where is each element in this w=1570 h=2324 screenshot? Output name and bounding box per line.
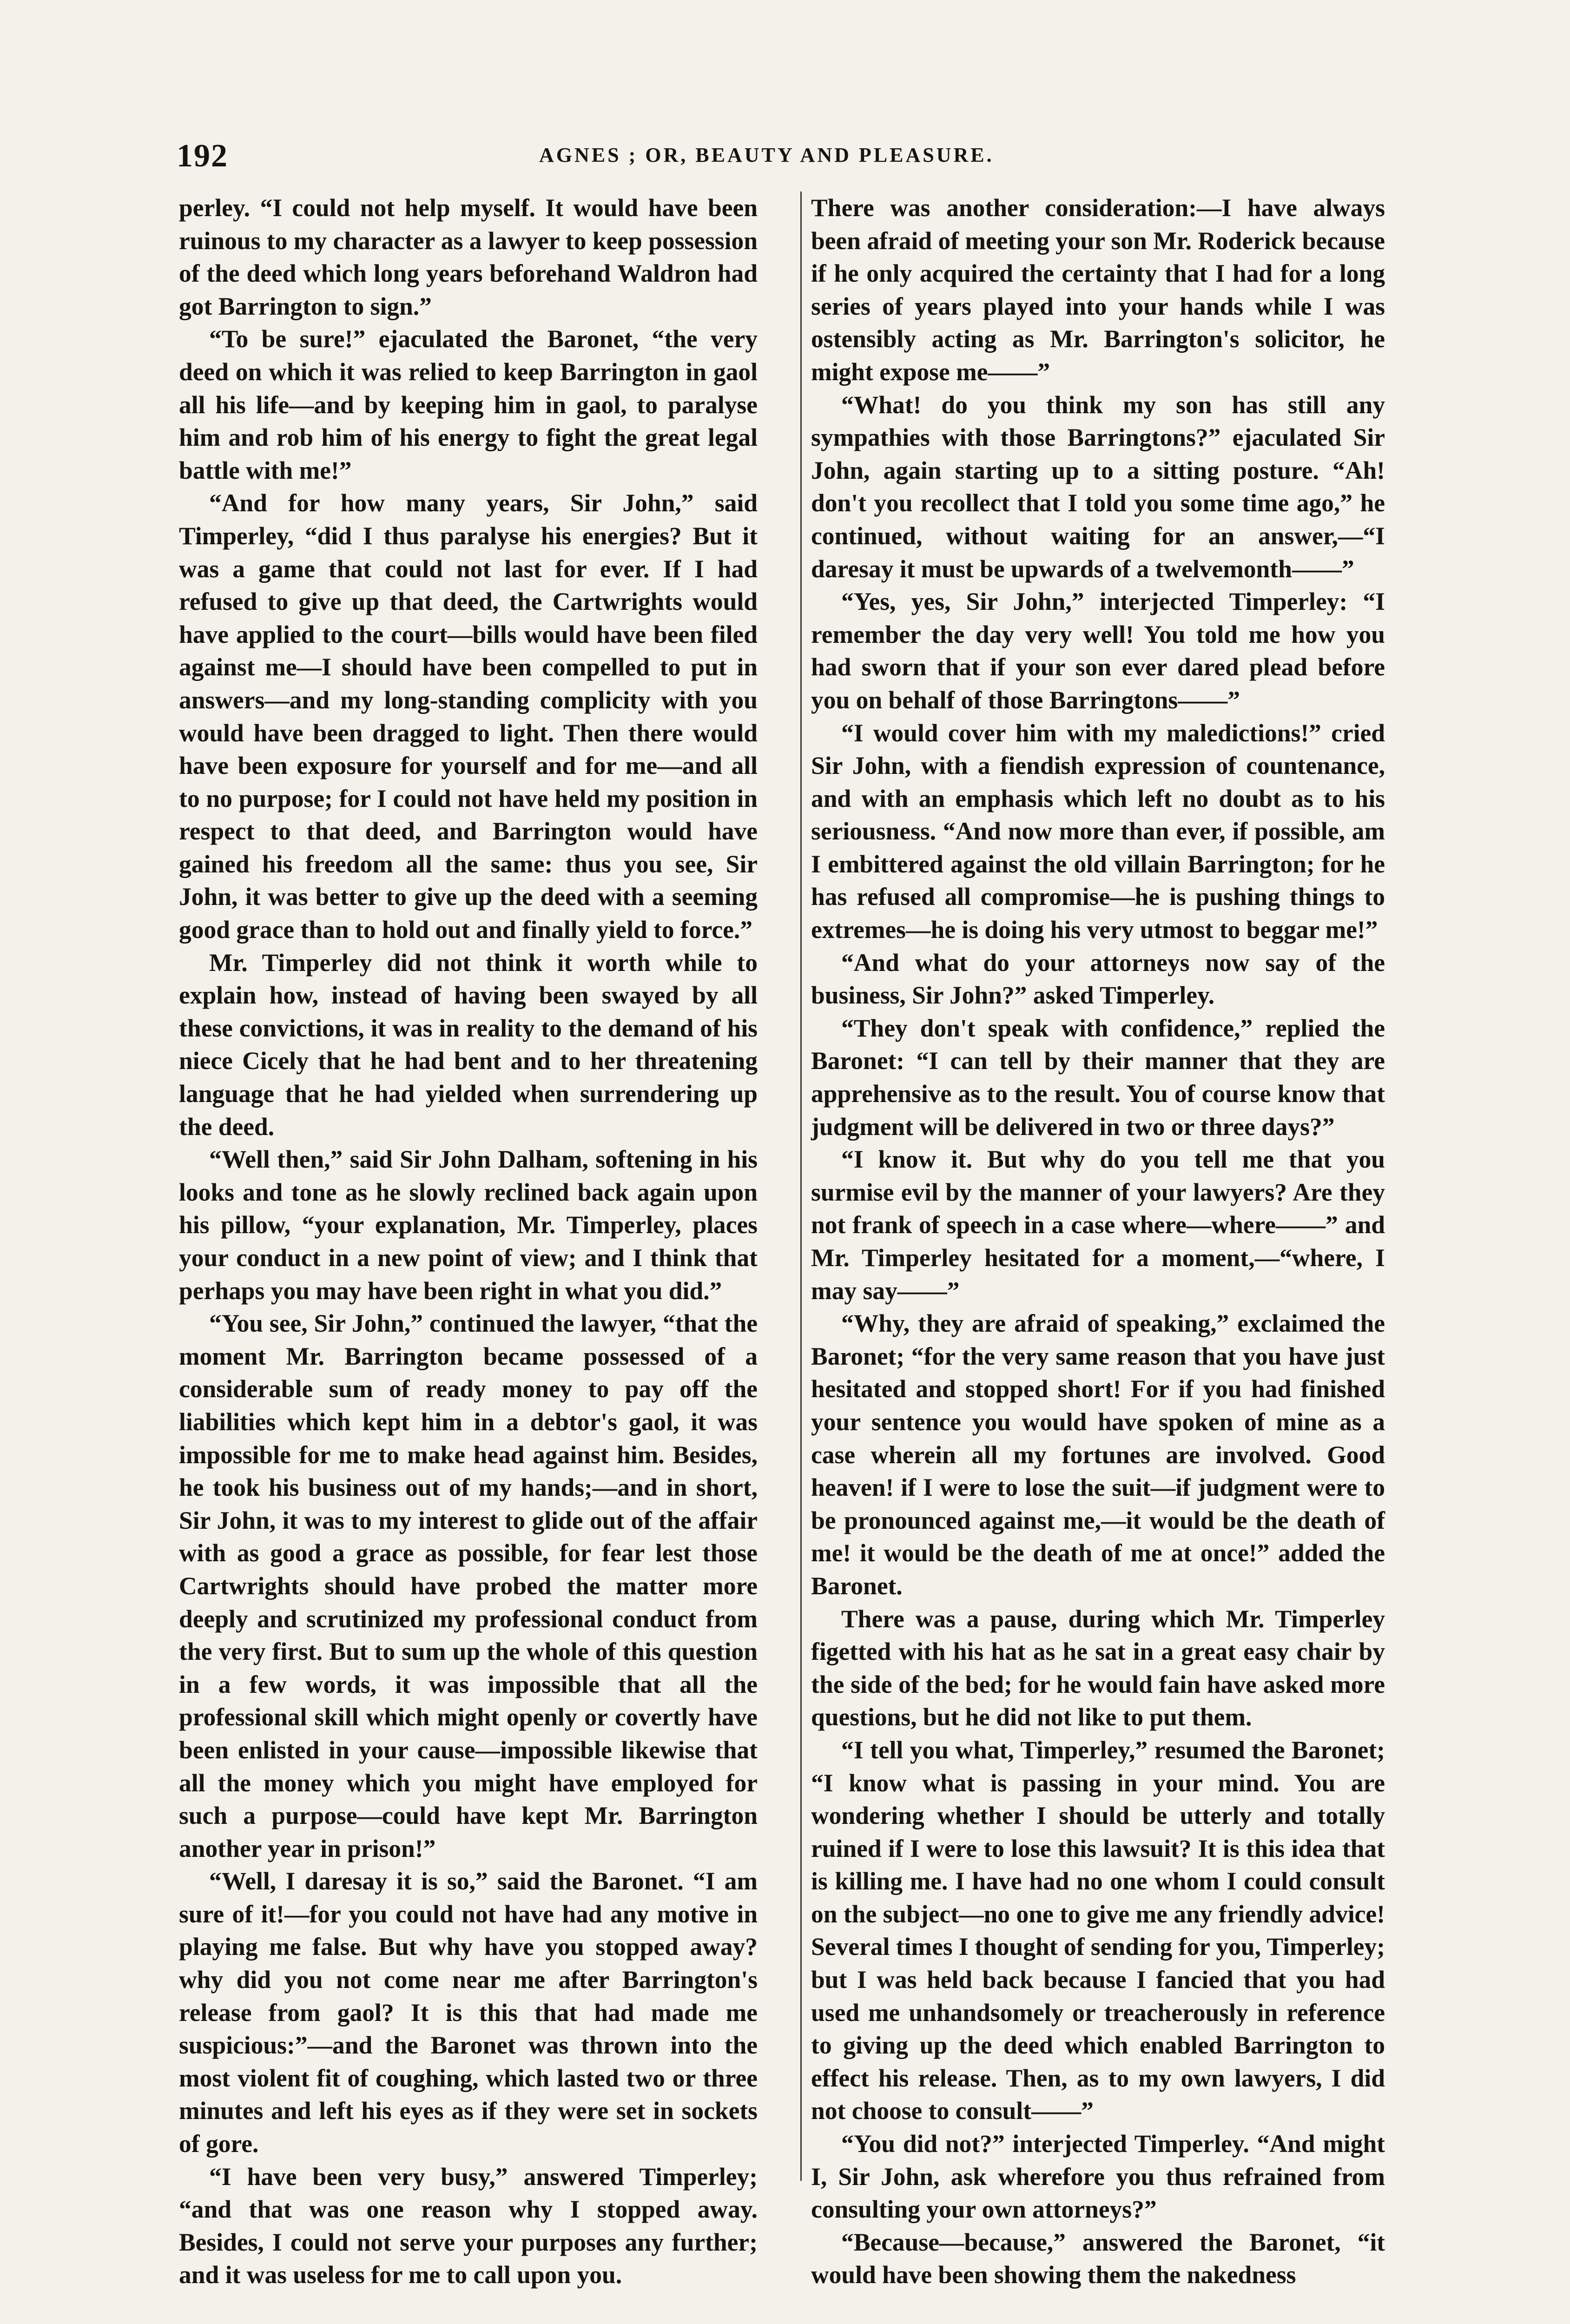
- paragraph: Mr. Timperley did not think it worth while to explain how, instead of having been swayed by all these convictions, it was in reality to the demand of his niece Cicely that he had bent and to her threatening language that he had yielded when surrendering up the deed.: [179, 948, 758, 1141]
- paragraph: “I tell you what, Timperley,” resumed the Baronet; “I know what is passing in your mind. You are wondering whether I should be utterly and totally ruined if I were to lose this lawsuit? It is this idea that is killing me. I have had no one whom I could consult on the subject—no one to give me any friendly advice! Several times I thought of sending for you, Timperley; but I was held back because I fancied that you had used me unhandsomely or treacherously in reference to giving up the deed which enabled Barrington to effect his release. Then, as to my own lawyers, I did not choose to consult——”: [811, 1736, 1385, 2125]
- paragraph: “You did not?” interjected Timperley. “And might I, Sir John, ask wherefore you thus refrained from consulting your own attorneys?”: [811, 2130, 1385, 2224]
- page-number: 192: [177, 138, 228, 174]
- running-head: AGNES ; OR, BEAUTY AND PLEASURE.: [539, 144, 994, 166]
- paragraph: “Because—because,” answered the Baronet, “it would have been showing them the nakedness: [811, 2228, 1385, 2289]
- paragraph: “Yes, yes, Sir John,” interjected Timperley: “I remember the day very well! You told me how you had sworn that if your son ever dared plead before you on behalf of those Barringtons——”: [811, 588, 1385, 714]
- column-divider: [800, 191, 802, 2181]
- paragraph: “Well then,” said Sir John Dalham, softening in his looks and tone as he slowly reclined back again upon his pillow, “your explanation, Mr. Timperley, places your conduct in a new point of view; and I think that perhaps you may have been right in what you did.”: [179, 1145, 758, 1305]
- paragraph: “I know it. But why do you tell me that you surmise evil by the manner of your lawyers? Are they not frank of speech in a case where—where——” and Mr. Timperley hesitated for a moment,—“where, I may say——”: [811, 1145, 1385, 1305]
- left-column: [179, 191, 758, 2291]
- paragraph: perley. “I could not help myself. It would have been ruinous to my character as a lawyer to keep possession of the deed which long years beforehand Waldron had got Barrington to sign.”: [179, 194, 758, 320]
- paragraph: “Well, I daresay it is so,” said the Baronet. “I am sure of it!—for you could not have had any motive in playing me false. But why have you stopped away? why did you not come near me after Barrington's release from gaol? It is this that had made me suspicious:”—and the Baronet was thrown into the most violent fit of coughing, which lasted two or three minutes and left his eyes as if they were set in sockets of gore.: [179, 1867, 758, 2158]
- paragraph: “They don't speak with confidence,” replied the Baronet: “I can tell by their manner that they are apprehensive as to the result. You of course know that judgment will be delivered in two or three days?”: [811, 1014, 1385, 1141]
- paragraph: “Why, they are afraid of speaking,” exclaimed the Baronet; “for the very same reason that you have just hesitated and stopped short! For if you had finished your sentence you would have spoken of mine as a case wherein all my fortunes are involved. Good heaven! if I were to lose the suit—if judgment were to be pronounced against me,—it would be the death of me! it would be the death of me at once!” added the Baronet.: [811, 1309, 1385, 1600]
- page-header: [177, 138, 1390, 175]
- paragraph: “And what do your attorneys now say of the business, Sir John?” asked Timperley.: [811, 948, 1385, 1010]
- paragraph: “And for how many years, Sir John,” said Timperley, “did I thus paralyse his energies? But it was a game that could not last for ever. If I had refused to give up that deed, the Cartwrights would have applied to the court—bills would have been filed against me—I should have been compelled to put in answers—and my long-standing complicity with you would have been dragged to light. Then there would have been exposure for yourself and for me—and all to no purpose; for I could not have held my position in respect to that deed, and Barrington would have gained his freedom all the same: thus you see, Sir John, it was better to give up the deed with a seeming good grace than to hold out and finally yield to force.”: [179, 489, 758, 944]
- paragraph: There was another consideration:—I have always been afraid of meeting your son Mr. Roderick because if he only acquired the certainty that I had for a long series of years played into your hands while I was ostensibly acting as Mr. Barrington's solicitor, he might expose me——”: [811, 194, 1385, 386]
- right-column: [811, 191, 1385, 2291]
- paragraph: “To be sure!” ejaculated the Baronet, “the very deed on which it was relied to keep Barrington in gaol all his life—and by keeping him in gaol, to paralyse him and rob him of his energy to fight the great legal battle with me!”: [179, 325, 758, 484]
- paragraph: “I have been very busy,” answered Timperley; “and that was one reason why I stopped away. Besides, I could not serve your purposes any further; and it was useless for me to call upon you.: [179, 2162, 758, 2289]
- paragraph: “I would cover him with my maledictions!” cried Sir John, with a fiendish expression of countenance, and with an emphasis which left no doubt as to his seriousness. “And now more than ever, if possible, am I embittered against the old villain Barrington; for he has refused all compromise—he is pushing things to extremes—he is doing his very utmost to beggar me!”: [811, 719, 1385, 944]
- paragraph: “You see, Sir John,” continued the lawyer, “that the moment Mr. Barrington became possessed of a considerable sum of ready money to pay off the liabilities which kept him in a debtor's gaol, it was impossible for me to make head against him. Besides, he took his business out of my hands;—and in short, Sir John, it was to my interest to glide out of the affair with as good a grace as possible, for fear lest those Cartwrights should have probed the matter more deeply and scrutinized my professional conduct from the very first. But to sum up the whole of this question in a few words, it was impossible that all the professional skill which might openly or covertly have been enlisted in your cause—impossible likewise that all the money which you might have employed for such a purpose—could have kept Mr. Barrington another year in prison!”: [179, 1309, 758, 1862]
- paragraph: “What! do you think my son has still any sympathies with those Barringtons?” ejaculated Sir John, again starting up to a sitting posture. “Ah! don't you recollect that I told you some time ago,” he continued, without waiting for an answer,—“I daresay it must be upwards of a twelvemonth——”: [811, 390, 1385, 583]
- paragraph: There was a pause, during which Mr. Timperley figetted with his hat as he sat in a great easy chair by the side of the bed; for he would fain have asked more questions, but he did not like to put them.: [811, 1604, 1385, 1731]
